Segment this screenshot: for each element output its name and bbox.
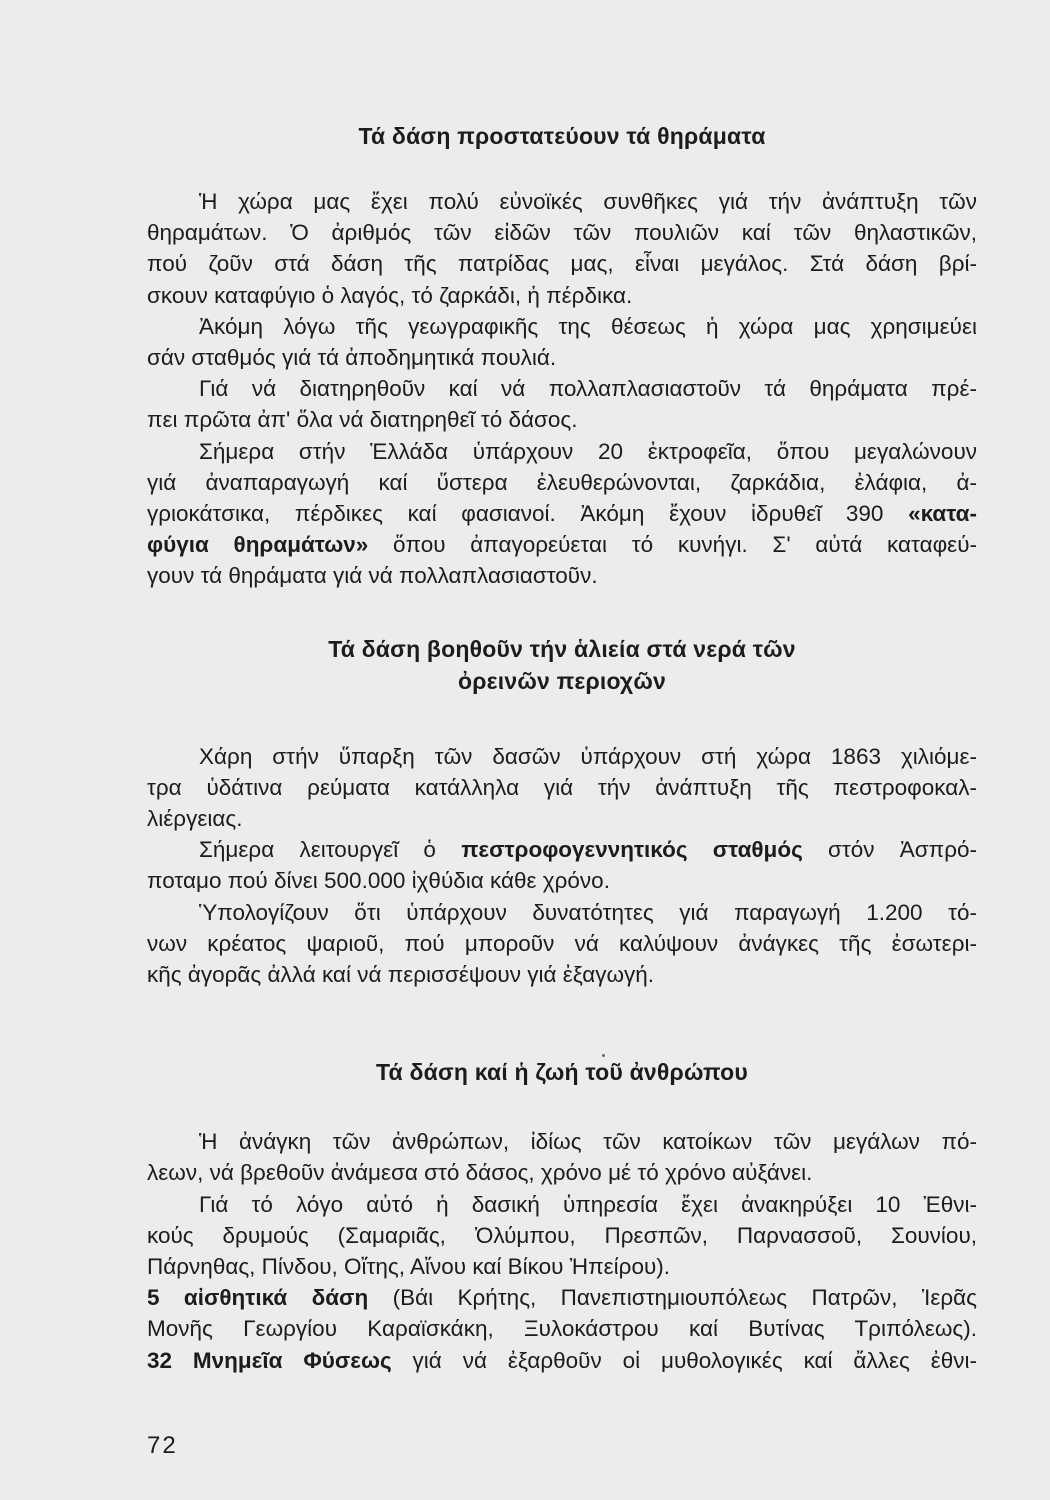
text-line: Πάρνηθας, Πίνδου, Οἴτης, Αἴνου καί Βίκου Ἠπείρου). (147, 1254, 671, 1280)
bold-term: φύγια θηραμάτων» (147, 532, 369, 558)
text-line: Γιά νά διατηρηθοῦν καί νά πολλαπλασιαστοῦν τά θηράματα πρέ- (199, 376, 977, 402)
text-line (147, 834, 977, 865)
text-line: Ὑπολογίζουν ὅτι ὑπάρχουν δυνατότητες γιά παραγωγή 1.200 τό- (199, 899, 977, 925)
text-line: κῆς ἀγορᾶς ἀλλά καί νά περισσέψουν γιά ἐξαγωγή. (147, 962, 655, 988)
section-title-fishing (147, 633, 977, 697)
text-line: γουν τά θηράματα γιά νά πολλαπλασιαστοῦν. (147, 563, 598, 589)
paragraph-game-conditions (147, 186, 977, 311)
bold-term: πεστροφογεννητικός σταθμός (461, 837, 803, 863)
text-line: Μονῆς Γεωργίου Καραϊσκάκη, Ξυλοκάστρου καί Βυτίνας Τριπόλεως). (147, 1316, 977, 1342)
text-run: ὅπου ἀπαγορεύεται τό κυνήγι. Σ' αὐτά καταφεύ- (368, 532, 977, 558)
paragraph-national-parks (147, 1189, 977, 1283)
section-title-hunting: Τά δάση προστατεύουν τά θηράματα (358, 123, 766, 149)
text-line: Σήμερα στήν Ἑλλάδα ὑπάρχουν 20 ἐκτροφεῖα, ὅπου μεγαλώνουν (199, 438, 977, 464)
text-line: γιά ἀναπαραγωγή καί ὕστερα ἐλευθερώνονται, ζαρκάδια, ἐλάφια, ἀ- (147, 469, 977, 495)
text-line (147, 529, 977, 560)
paragraph-migratory-birds (147, 311, 977, 373)
text-line: τρα ὑδάτινα ρεύματα κατάλληλα γιά τήν ἀνάπτυξη τῆς πεστροφοκαλ- (147, 774, 977, 800)
text-run: Σήμερα λειτουργεῖ ὁ (199, 837, 462, 863)
text-line: ποταμο πού δίνει 500.000 ἰχθύδια κάθε χρόνο. (147, 868, 610, 894)
text-line: Χάρη στήν ὕπαρξη τῶν δασῶν ὑπάρχουν στή χώρα 1863 χιλιόμε- (199, 743, 977, 769)
text-line: πού ζοῦν στά δάση τῆς πατρίδας μας, εἶναι μεγάλος. Στά δάση βρί- (147, 251, 977, 277)
text-run: στόν Ἀσπρό- (802, 837, 978, 863)
text-run: γριοκάτσικα, πέρδικες καί φασιανοί. Ἀκόμη ἔχουν ἱδρυθεῖ 390 (147, 501, 909, 527)
paragraph-aesthetic-forests (147, 1282, 977, 1344)
text-line: νων κρέατος ψαριοῦ, πού μποροῦν νά καλύψουν ἀνάγκες τῆς ἐσωτερι- (147, 930, 977, 956)
paragraph-natural-monuments (147, 1345, 977, 1376)
paragraph-hatcheries (147, 436, 977, 592)
paragraph-water-streams (147, 741, 977, 835)
paragraph-trout-station (147, 834, 977, 896)
text-line: σάν σταθμός γιά τά ἀποδημητικά πουλιά. (147, 345, 557, 371)
text-line: σκουν καταφύγιο ὁ λαγός, τό ζαρκάδι, ἡ πέρδικα. (147, 282, 633, 308)
paragraph-fish-production (147, 897, 977, 991)
text-line: λεων, νά βρεθοῦν ἀνάμεσα στό δάσος, χρόνο μέ τό χρόνο αὐξάνει. (147, 1160, 813, 1186)
section-title-human-life: Τά δάση καί ἡ ζωή τοῦ ἀνθρώπου (376, 1059, 748, 1086)
text-run: (Βάι Κρήτης, Πανεπιστημιουπόλεως Πατρῶν, Ἱερᾶς (368, 1285, 977, 1311)
bold-term: 32 Μνημεῖα Φύσεως (147, 1347, 392, 1373)
text-line (147, 1345, 977, 1376)
text-line: πει πρῶτα ἀπ' ὅλα νά διατηρηθεῖ τό δάσος. (147, 407, 578, 433)
text-line (147, 1282, 977, 1313)
paragraph-preserve-forest (147, 373, 977, 435)
bold-term: 5 αἰσθητικά δάση (147, 1285, 369, 1311)
text-run: γιά νά ἐξαρθοῦν οἱ μυθολογικές καί ἄλλες ἐθνι- (391, 1347, 977, 1373)
title-line: Τά δάση βοηθοῦν τήν ἁλιεία στά νερά τῶν (328, 635, 796, 662)
bold-term: «κατα- (908, 501, 977, 527)
paragraph-city-need (147, 1126, 977, 1188)
text-line: θηραμάτων. Ὁ ἀριθμός τῶν εἰδῶν τῶν πουλιῶν καί τῶν θηλαστικῶν, (147, 220, 977, 246)
text-line: Ἡ χώρα μας ἔχει πολύ εὐνοϊκές συνθῆκες γιά τήν ἀνάπτυξη τῶν (199, 189, 977, 214)
text-line: Ἀκόμη λόγω τῆς γεωγραφικῆς της θέσεως ἡ χώρα μας χρησιμεύει (199, 313, 977, 339)
text-line: Ἡ ἀνάγκη τῶν ἀνθρώπων, ἰδίως τῶν κατοίκων τῶν μεγάλων πό- (199, 1129, 977, 1155)
text-line: Γιά τό λόγο αὐτό ἡ δασική ὑπηρεσία ἔχει ἀνακηρύξει 10 Ἐθνι- (199, 1191, 977, 1217)
text-line: λιέργειας. (147, 806, 243, 832)
page-number: 72 (147, 1432, 178, 1459)
text-line: κούς δρυμούς (Σαμαριᾶς, Ὀλύμπου, Πρεσπῶν, Παρνασσοῦ, Σουνίου, (147, 1222, 977, 1248)
text-line (147, 498, 977, 529)
ink-speck (602, 1054, 605, 1057)
title-line: ὀρεινῶν περιοχῶν (457, 667, 666, 694)
page-content (147, 120, 977, 1376)
